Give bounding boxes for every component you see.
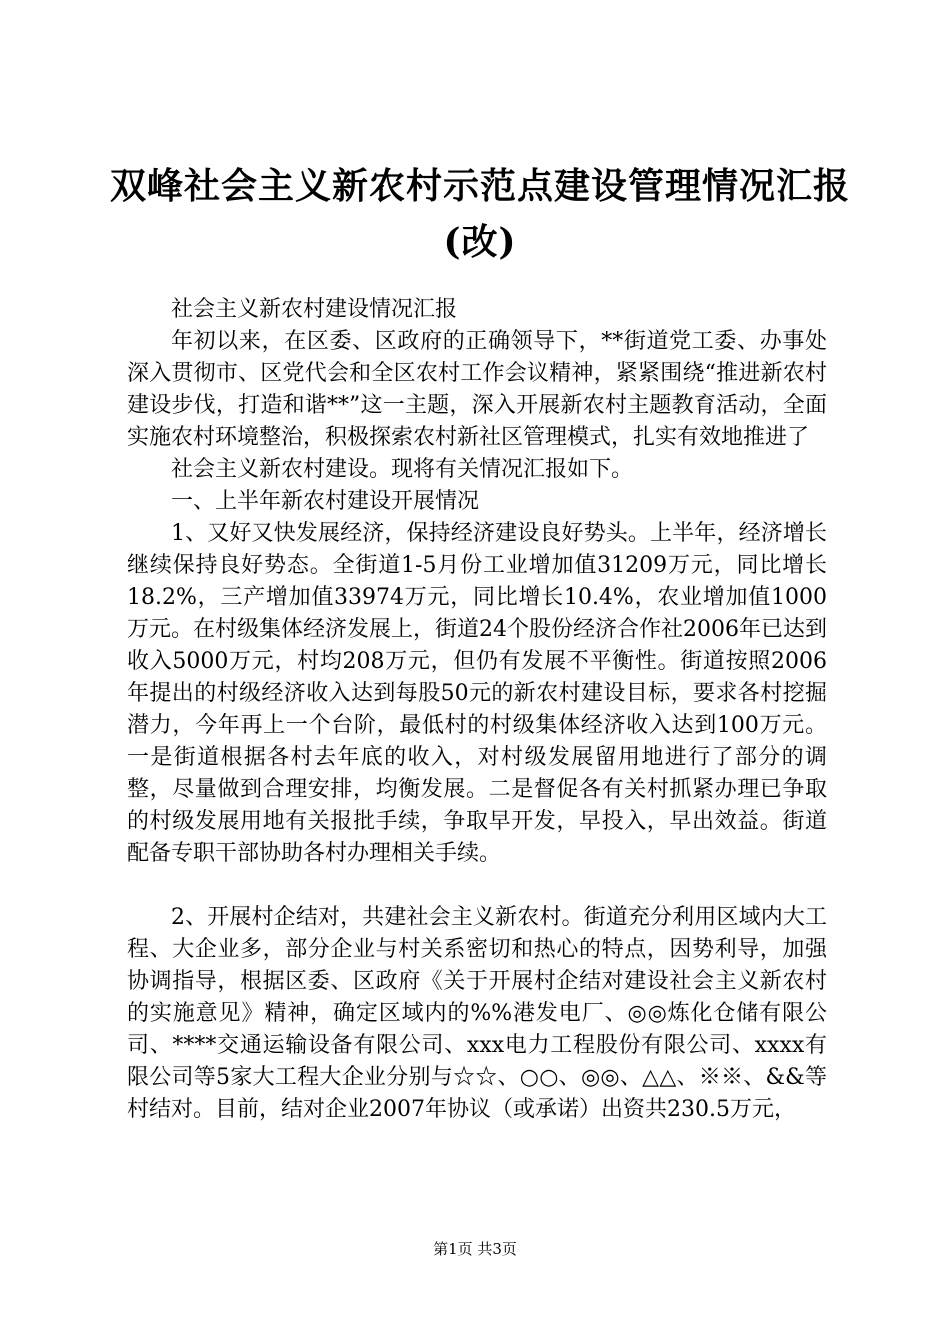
paragraph-village-enterprise: 2、开展村企结对，共建社会主义新农村。街道充分利用区域内大工程、大企业多，部分企业与村关系密切和热心的特点，因势利导，加强协调指导，根据区委、区政府《关于开展村企结对建设社会主义新农村的实施意见》精神，确定区域内的%%港发电厂、◎◎炼化仓储有限公司、****交通运输设备有限公司、xxx电力工程股份有限公司、xxxx有限公司等5家大工程大企业分别与☆☆、○○、◎◎、△△、※※、&&等村结对。目前，结对企业2007年协议（或承诺）出资共230.5万元， <box>127 905 827 1122</box>
page-footer: 第1页 共3页 <box>433 1240 517 1258</box>
paragraph-heading-report: 社会主义新农村建设情况汇报 <box>171 297 458 322</box>
paragraph-intro: 年初以来，在区委、区政府的正确领导下，**街道党工委、办事处深入贯彻市、区党代会和全区农村工作会议精神，紧紧围绕“推进新农村建设步伐，打造和谐**”这一主题，深入开展新农村主题教育活动，全面实施农村环境整治，积极探索农村新社区管理模式，扎实有效地推进了 <box>127 329 827 450</box>
paragraph-intro-continued: 社会主义新农村建设。现将有关情况汇报如下。 <box>171 457 634 482</box>
document-body <box>127 294 827 1126</box>
document-title-line-1: 双峰社会主义新农村示范点建设管理情况汇报 <box>110 165 851 207</box>
section-heading-1: 一、上半年新农村建设开展情况 <box>171 489 480 514</box>
document-title-line-2: (改) <box>443 221 517 263</box>
paragraph-economy: 1、又好又快发展经济，保持经济建设良好势头。上半年，经济增长继续保持良好势态。全街道1-5月份工业增加值31209万元，同比增长18.2%，三产增加值33974万元，同比增长10.4%，农业增加值1000万元。在村级集体经济发展上，街道24个股份经济合作社2006年已达到收入5000万元，村均208万元，但仍有发展不平衡性。街道按照2006年提出的村级经济收入达到每股50元的新农村建设目标，要求各村挖掘潜力，今年再上一个台阶，最低村的村级集体经济收入达到100万元。一是街道根据各村去年底的收入，对村级发展留用地进行了部分的调整，尽量做到合理安排，均衡发展。二是督促各有关村抓紧办理已争取的村级发展用地有关报批手续，争取早开发，早投入，早出效益。街道配备专职干部协助各村办理相关手续。 <box>127 521 827 866</box>
